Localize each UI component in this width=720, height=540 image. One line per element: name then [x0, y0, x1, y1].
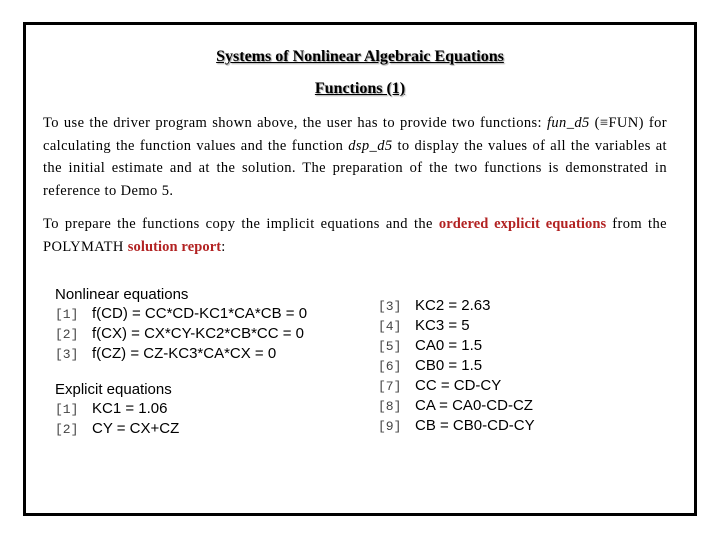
equation-row: [1] KC1 = 1.06 — [55, 400, 168, 417]
explicit-equations-block — [55, 380, 179, 439]
explicit-equations-continued — [378, 296, 535, 436]
equation-row: [1] f(CD) = CC*CD-KC1*CA*CB = 0 — [55, 305, 308, 322]
fun-name: fun_d5 — [546, 115, 590, 131]
dsp-name: dsp_d5 — [348, 137, 393, 154]
highlight-ordered-explicit: ordered explicit equations — [438, 216, 607, 232]
nonlinear-heading: Nonlinear equations — [55, 286, 189, 303]
equation-row: [3] KC2 = 2.63 — [378, 297, 491, 314]
equation-row: [9] CB = CB0-CD-CY — [378, 417, 535, 434]
equation-row: [6] CB0 = 1.5 — [378, 357, 483, 374]
equation-row: [2] CY = CX+CZ — [55, 420, 180, 437]
nonlinear-equations-block — [55, 285, 307, 364]
explicit-heading: Explicit equations — [55, 381, 172, 398]
highlight-solution-report: solution report — [127, 238, 222, 255]
paragraph-prepare: To prepare the functions copy the implicit equations and the ordered explicit equations from the POLYMATH solution report: — [43, 216, 667, 255]
equation-row: [8] CA = CA0-CD-CZ — [378, 397, 533, 414]
equation-row: [5] CA0 = 1.5 — [378, 337, 483, 354]
paragraph-intro: To use the driver program shown above, the user has to provide two functions: fun_d5 (≡FUN) for calculating the function values and the function dsp_d5 to display the values of all the variables at the initial estimate and at the solution. The preparation of the two functions is demonstrated in reference to Demo 5. — [43, 115, 667, 199]
equation-row: [2] f(CX) = CX*CY-KC2*CB*CC = 0 — [55, 325, 305, 342]
equation-row: [3] f(CZ) = CZ-KC3*CA*CX = 0 — [55, 345, 277, 362]
equation-row: [7] CC = CD-CY — [378, 377, 502, 394]
slide-subtitle: Functions (1) — [314, 80, 406, 97]
slide-title: Systems of Nonlinear Algebraic Equations — [216, 48, 504, 65]
equation-row: [4] KC3 = 5 — [378, 317, 470, 334]
